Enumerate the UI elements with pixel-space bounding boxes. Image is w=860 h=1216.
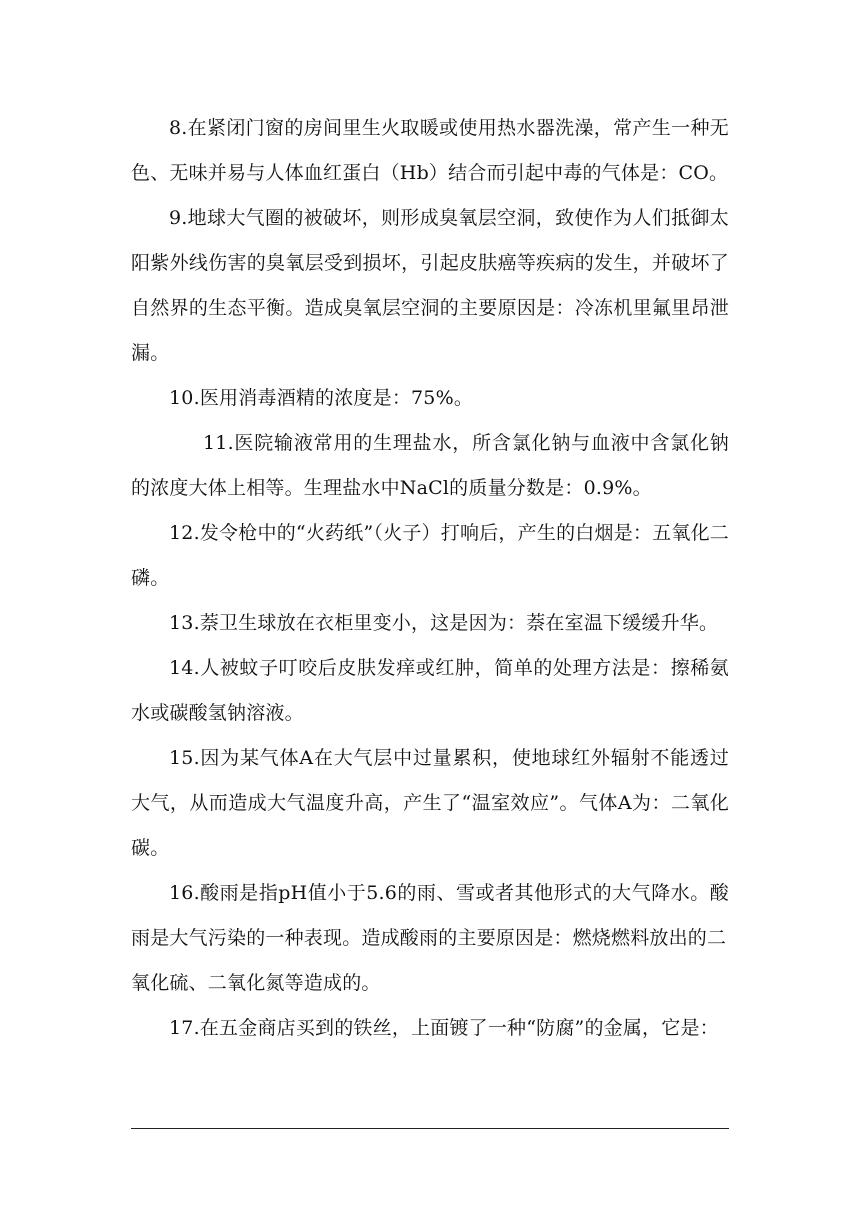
paragraph-q13: 13.萘卫生球放在衣柜里变小，这是因为：萘在室温下缓缓升华。 bbox=[169, 612, 719, 634]
paragraph-q8: 8.在紧闭门窗的房间里生火取暖或使用热水器洗澡，常产生一种无色、无味并易与人体血红蛋白（Hb）结合而引起中毒的气体是：CO。 bbox=[131, 117, 729, 184]
paragraph-q16: 16.酸雨是指pH值小于5.6的雨、雪或者其他形式的大气降水。酸雨是大气污染的一种表现。造成酸雨的主要原因是：燃烧燃料放出的二 bbox=[131, 882, 729, 949]
paragraph-q16-continued: 氧化硫、二氧化氮等造成的。 bbox=[131, 972, 381, 994]
paragraph-q14: 14.人被蚊子叮咬后皮肤发痒或红肿，简单的处理方法是：擦稀氨水或碳酸氢钠溶液。 bbox=[131, 657, 729, 724]
footer-divider bbox=[131, 1128, 729, 1129]
paragraph-q10: 10.医用消毒酒精的浓度是：75%。 bbox=[169, 387, 474, 409]
paragraph-q11: 11.医院输液常用的生理盐水，所含氯化钠与血液中含氯化钠的浓度大体上相等。生理盐水中NaCl的质量分数是：0.9%。 bbox=[131, 432, 729, 499]
paragraph-q12: 12.发令枪中的“火药纸”（火子）打响后，产生的白烟是：五氧化二磷。 bbox=[131, 522, 729, 589]
document-body bbox=[131, 106, 729, 1051]
paragraph-q15: 15.因为某气体A在大气层中过量累积，使地球红外辐射不能透过大气，从而造成大气温度升高，产生了“温室效应”。气体A为：二氧化碳。 bbox=[131, 747, 729, 859]
paragraph-q9: 9.地球大气圈的被破坏，则形成臭氧层空洞，致使作为人们抵御太阳紫外线伤害的臭氧层受到损坏，引起皮肤癌等疾病的发生，并破坏了自然界的生态平衡。造成臭氧层空洞的主要原因是：冷冻机里氟里昂泄漏。 bbox=[131, 207, 729, 364]
paragraph-q17: 17.在五金商店买到的铁丝，上面镀了一种“防腐”的金属，它是： bbox=[169, 1017, 719, 1039]
